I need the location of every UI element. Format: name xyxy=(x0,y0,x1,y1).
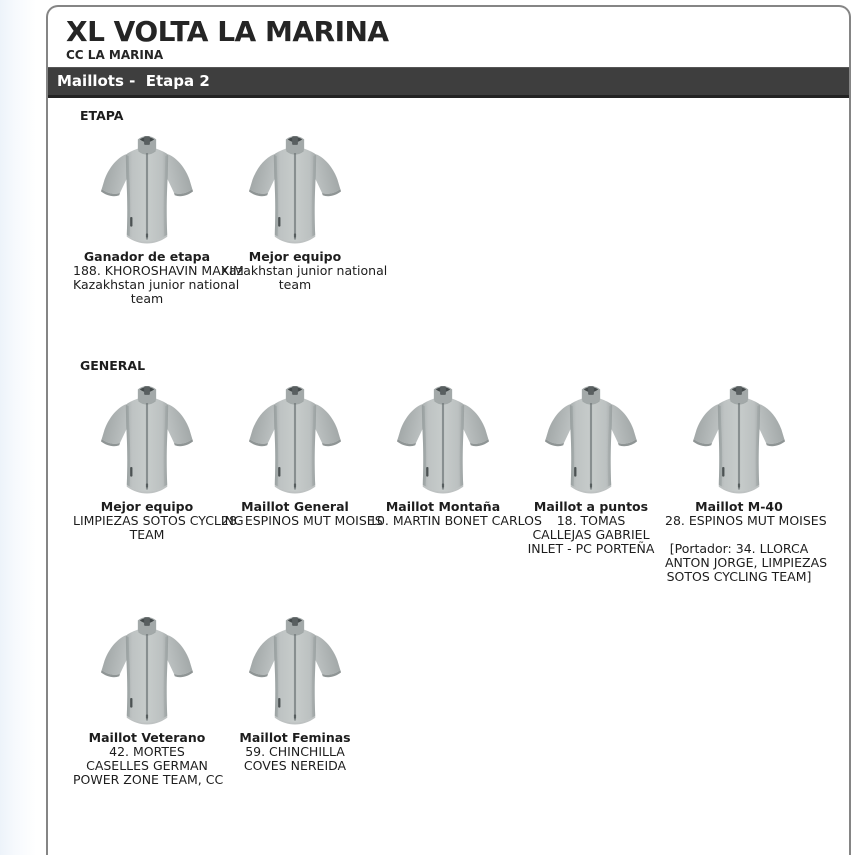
award-line xyxy=(665,528,813,542)
award-title: Mejor equipo xyxy=(100,499,194,514)
award-line: 18. TOMAS xyxy=(556,513,626,528)
jersey-icon xyxy=(94,615,200,725)
award-line: TEAM xyxy=(129,527,165,542)
award-line: INLET - PC PORTEÑA xyxy=(527,541,655,556)
award-card-mejor-equipo-general xyxy=(73,384,244,542)
award-title: Maillot M-40 xyxy=(695,499,783,514)
section-label-etapa: ETAPA xyxy=(80,108,124,123)
jersey-icon xyxy=(94,384,200,494)
race-title: XL VOLTA LA MARINA xyxy=(66,15,389,48)
award-card-maillot-montana xyxy=(369,384,542,528)
award-card-maillot-feminas xyxy=(221,615,369,773)
award-line: Kazakhstan junior national xyxy=(73,277,240,292)
award-line: team xyxy=(130,291,164,306)
award-card-maillot-general xyxy=(221,384,383,528)
award-caption xyxy=(221,731,369,773)
award-line: 10. MARTIN BONET CARLOS xyxy=(369,513,542,528)
award-line: LIMPIEZAS SOTOS CYCLING xyxy=(73,513,244,528)
award-caption xyxy=(73,499,244,542)
award-line: 42. MORTES xyxy=(109,744,185,759)
award-line: team xyxy=(278,277,312,292)
section-bar: Maillots - Etapa 2 xyxy=(48,67,849,98)
jersey-image xyxy=(517,384,665,496)
award-line: 28. ESPINOS MUT MOISES xyxy=(221,513,383,528)
award-title: Maillot a puntos xyxy=(533,499,649,514)
jersey-image xyxy=(665,384,813,496)
award-line: POWER ZONE TEAM, CC xyxy=(73,772,224,787)
race-organizer: CC LA MARINA xyxy=(66,48,164,62)
jersey-image xyxy=(221,134,369,246)
jersey-image xyxy=(221,384,369,496)
award-line: COVES NEREIDA xyxy=(243,758,347,773)
section-label-general: GENERAL xyxy=(80,358,146,373)
award-caption xyxy=(221,499,383,528)
award-line: Kazakhstan junior national xyxy=(221,263,388,278)
jersey-icon xyxy=(686,384,792,494)
award-caption xyxy=(73,249,244,306)
jersey-image xyxy=(369,384,517,496)
jersey-icon xyxy=(390,384,496,494)
jersey-icon xyxy=(94,134,200,244)
award-line: [Portador: 34. LLORCA xyxy=(669,541,809,556)
award-caption xyxy=(221,249,388,292)
award-line: 188. KHOROSHAVIN MAXIM xyxy=(73,263,244,278)
award-card-maillot-veterano xyxy=(73,615,224,787)
award-caption xyxy=(665,499,828,584)
award-title: Ganador de etapa xyxy=(83,249,211,264)
jersey-icon xyxy=(538,384,644,494)
report-header xyxy=(48,7,849,62)
jersey-image xyxy=(73,384,221,496)
award-title: Maillot Feminas xyxy=(239,730,351,745)
award-caption xyxy=(517,500,665,556)
jersey-icon xyxy=(242,384,348,494)
award-card-ganador-etapa xyxy=(73,134,244,306)
award-title: Mejor equipo xyxy=(248,249,342,264)
award-card-mejor-equipo-etapa xyxy=(221,134,388,292)
jersey-image xyxy=(73,134,221,246)
jersey-icon xyxy=(242,615,348,725)
award-line: ANTON JORGE, LIMPIEZAS xyxy=(665,555,828,570)
award-caption xyxy=(369,499,542,528)
award-title: Maillot General xyxy=(241,499,349,514)
award-card-maillot-m40 xyxy=(665,384,828,584)
award-line: SOTOS CYCLING TEAM] xyxy=(666,569,812,584)
award-line: CASELLES GERMAN xyxy=(86,758,208,773)
jersey-icon xyxy=(242,134,348,244)
award-line: 28. ESPINOS MUT MOISES xyxy=(665,513,827,528)
award-title: Maillot Montaña xyxy=(385,499,501,514)
award-caption xyxy=(73,730,224,787)
jersey-image xyxy=(73,615,221,727)
jersey-image xyxy=(221,615,369,727)
award-line: CALLEJAS GABRIEL xyxy=(532,527,650,542)
award-line: 59. CHINCHILLA xyxy=(245,744,345,759)
award-title: Maillot Veterano xyxy=(88,730,206,745)
award-card-maillot-puntos xyxy=(517,384,665,556)
